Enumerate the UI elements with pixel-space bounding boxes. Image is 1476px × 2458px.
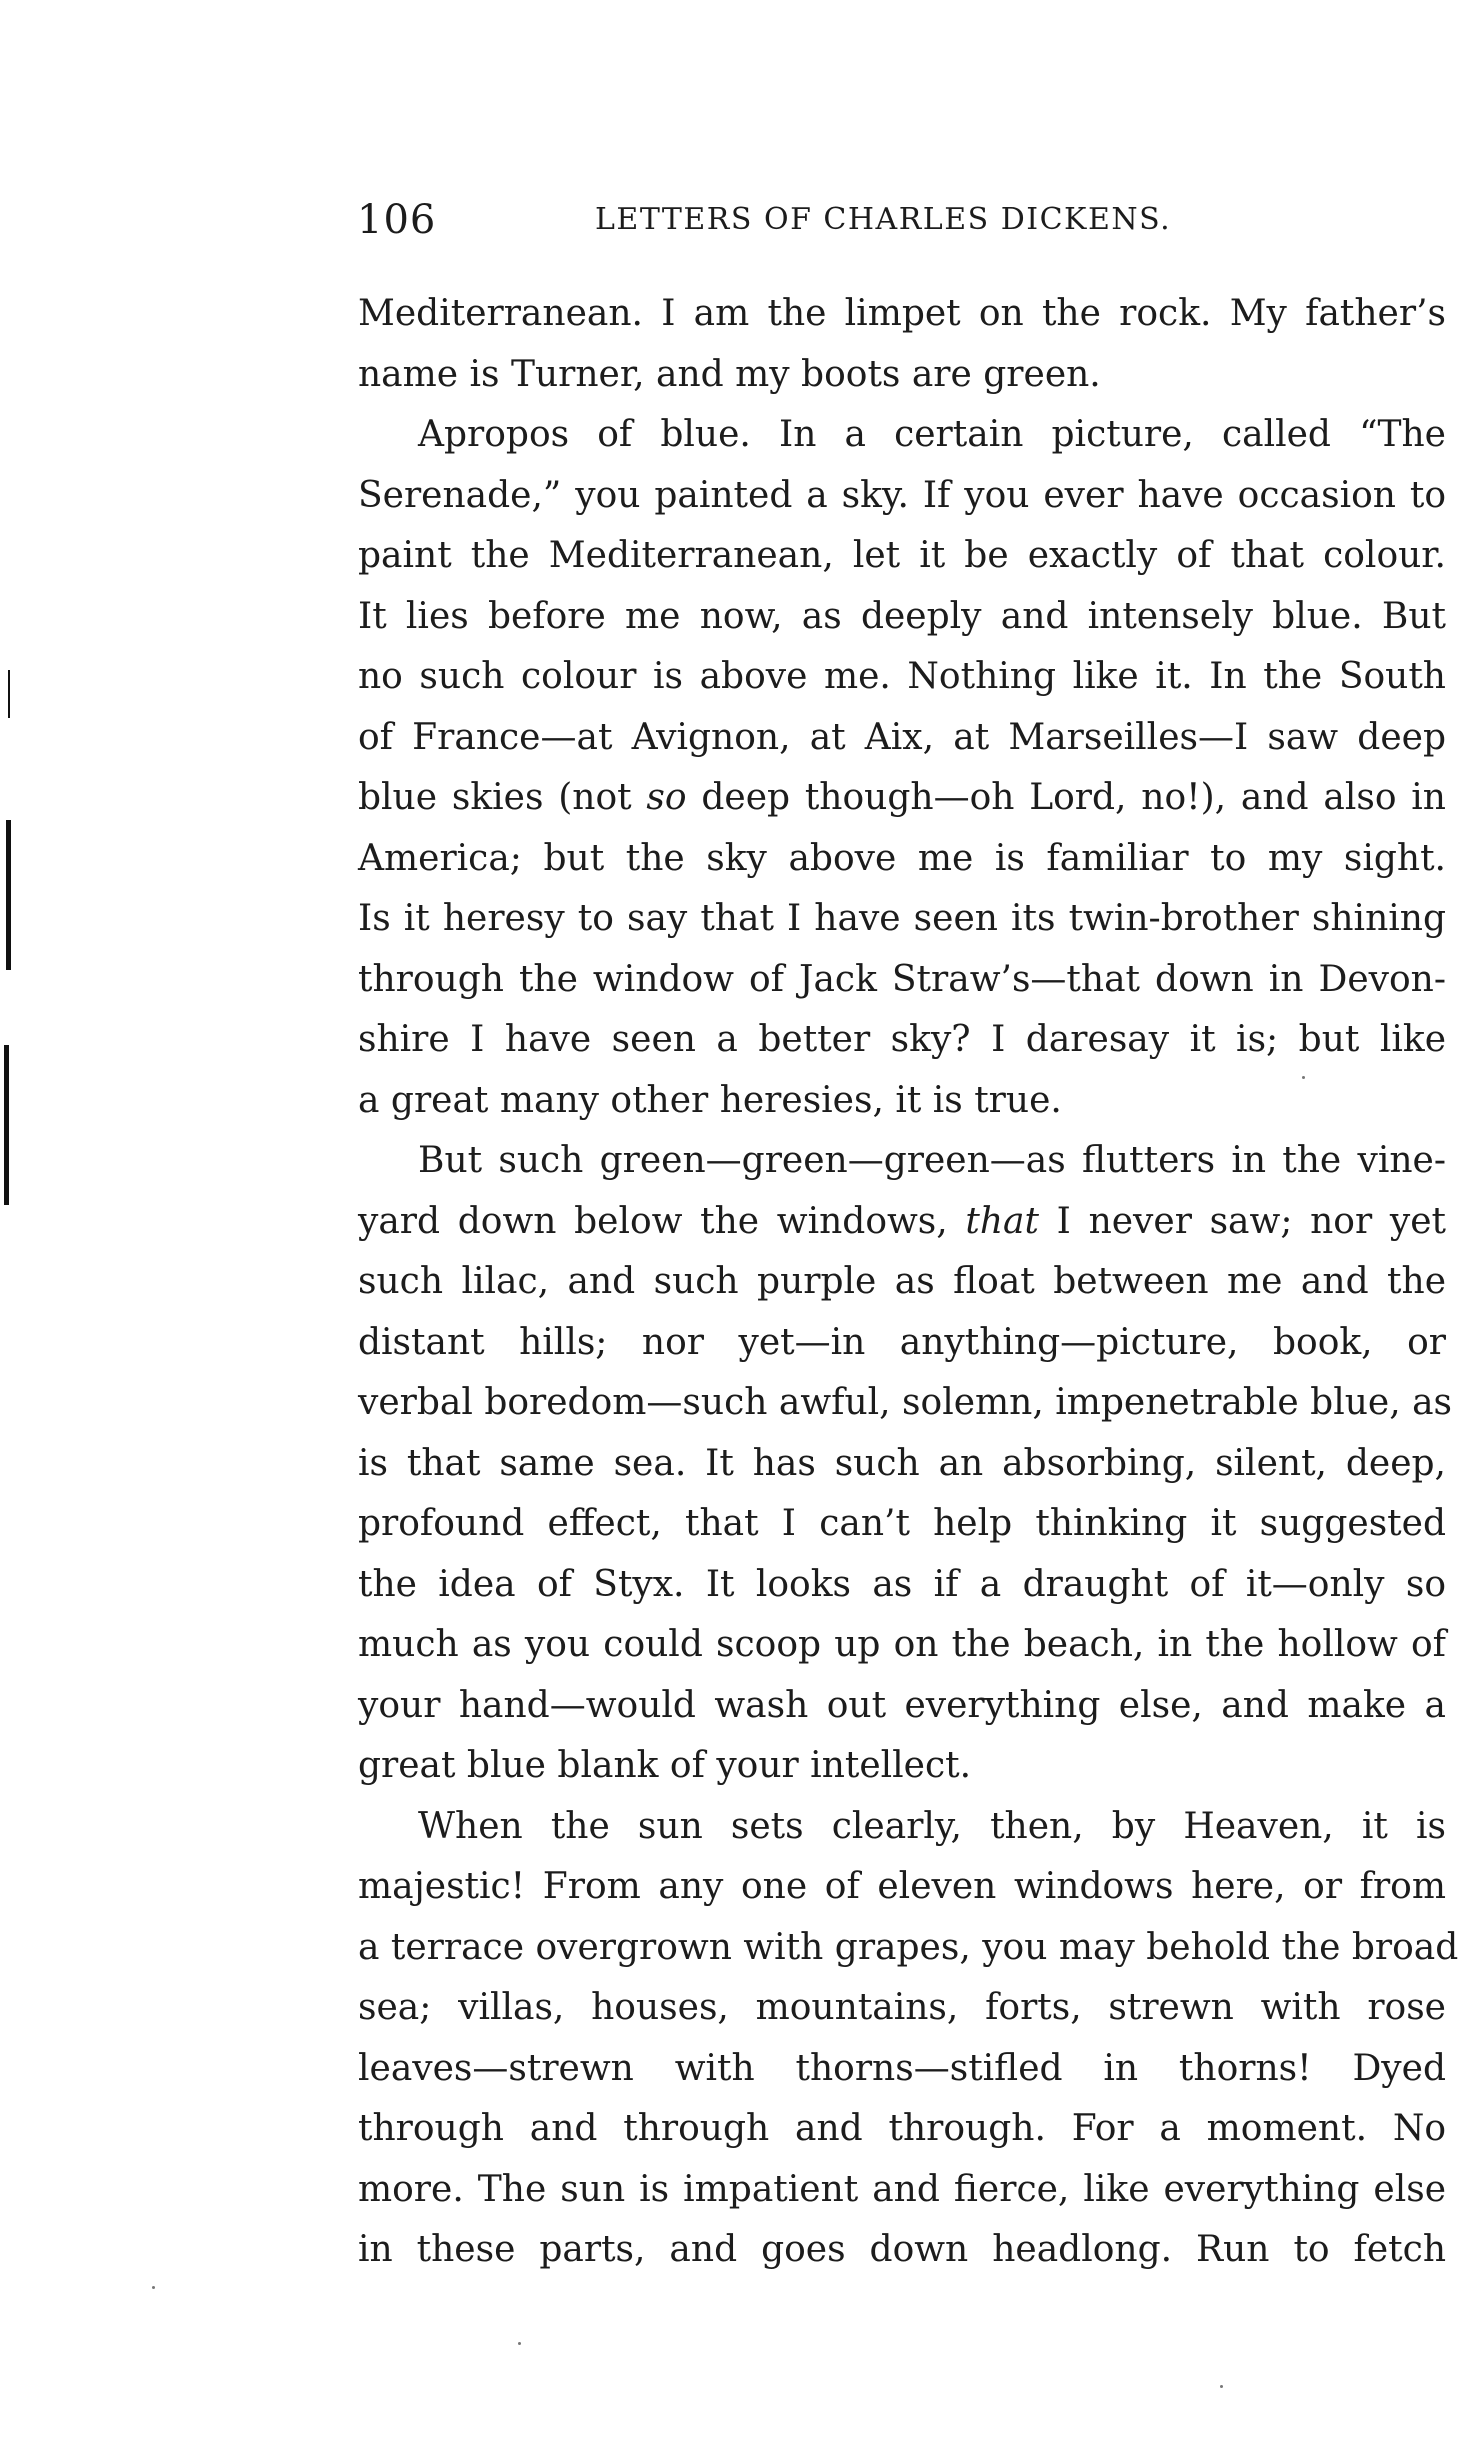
text-line: a terrace overgrown with grapes, you may behold the broad — [358, 1926, 1459, 1968]
text-line: great blue blank of your intellect. — [358, 1745, 972, 1786]
running-head — [357, 190, 1447, 260]
body-text — [358, 284, 1459, 2281]
text-line: paint the Mediterranean, let it be exactly of that colour. — [358, 535, 1446, 576]
text-line: through the window of Jack Straw’s—that down in Devon- — [358, 958, 1446, 1000]
text-segment: yard down below the windows, — [358, 1200, 948, 1242]
text-line: Is it heresy to say that I have seen its twin-brother shining — [358, 898, 1446, 939]
paper-speck — [1302, 1076, 1305, 1079]
emphasis: that — [965, 1200, 1039, 1242]
text-line: Serenade,” you painted a sky. If you ever have occasion to — [358, 474, 1446, 516]
page-number: 106 — [357, 197, 437, 243]
text-line: much as you could scoop up on the beach, in the hollow of — [358, 1624, 1446, 1665]
text-line: distant hills; nor yet—in anything—picture, book, or — [358, 1321, 1446, 1363]
text-line: Apropos of blue. In a certain picture, called “The — [418, 414, 1446, 455]
emphasis: so — [646, 777, 687, 818]
text-line: in these parts, and goes down headlong. Run to fetch — [358, 2229, 1446, 2270]
binding-mark — [6, 820, 11, 970]
text-line: verbal boredom—such awful, solemn, impenetrable blue, as — [358, 1382, 1453, 1423]
text-line: But such green—green—green—as flutters in the vine- — [418, 1140, 1446, 1181]
text-segment: I never saw; nor yet — [1056, 1200, 1446, 1242]
text-line: profound effect, that I can’t help thinking it suggested — [358, 1503, 1446, 1544]
text-line: Mediterranean. I am the limpet on the rock. My father’s — [358, 293, 1446, 334]
text-line: When the sun sets clearly, then, by Heaven, it is — [418, 1805, 1446, 1847]
text-line: such lilac, and such purple as float between me and the — [358, 1261, 1446, 1302]
text-line: shire I have seen a better sky? I daresay it is; but like — [358, 1019, 1446, 1060]
text-line: leaves—strewn with thorns—stifled in thorns! Dyed — [358, 2047, 1446, 2089]
text-line: a great many other heresies, it is true. — [358, 1079, 1062, 1121]
text-line: the idea of Styx. It looks as if a draught of it—only so — [358, 1563, 1446, 1605]
text-line: America; but the sky above me is familiar to my sight. — [358, 837, 1446, 879]
text-line: majestic! From any one of eleven windows here, or from — [358, 1866, 1446, 1907]
text-line-with-emphasis — [358, 768, 1446, 829]
text-line: sea; villas, houses, mountains, forts, strewn with rose — [358, 1987, 1446, 2028]
text-line: It lies before me now, as deeply and intensely blue. But — [358, 595, 1446, 637]
text-segment: blue skies (not — [358, 777, 632, 818]
text-line: name is Turner, and my boots are green. — [358, 353, 1101, 395]
text-line: no such colour is above me. Nothing like it. In the South — [358, 656, 1446, 697]
text-line: through and through and through. For a moment. No — [358, 2108, 1446, 2149]
paper-speck — [1220, 2385, 1223, 2388]
paper-speck — [518, 2342, 521, 2345]
text-line: more. The sun is impatient and fierce, like everything else — [358, 2168, 1446, 2210]
text-line: is that same sea. It has such an absorbing, silent, deep, — [358, 1442, 1446, 1484]
paper-speck — [152, 2286, 155, 2289]
text-line: of France—at Avignon, at Aix, at Marseilles—I saw deep — [358, 716, 1446, 758]
text-segment: deep though—oh Lord, no!), and also in — [701, 777, 1446, 818]
running-title: LETTERS OF CHARLES DICKENS. — [595, 202, 1172, 237]
text-line-with-emphasis — [358, 1192, 1446, 1253]
binding-mark — [8, 670, 10, 718]
binding-mark — [4, 1045, 9, 1205]
text-line: your hand—would wash out everything else, and make a — [358, 1684, 1446, 1726]
